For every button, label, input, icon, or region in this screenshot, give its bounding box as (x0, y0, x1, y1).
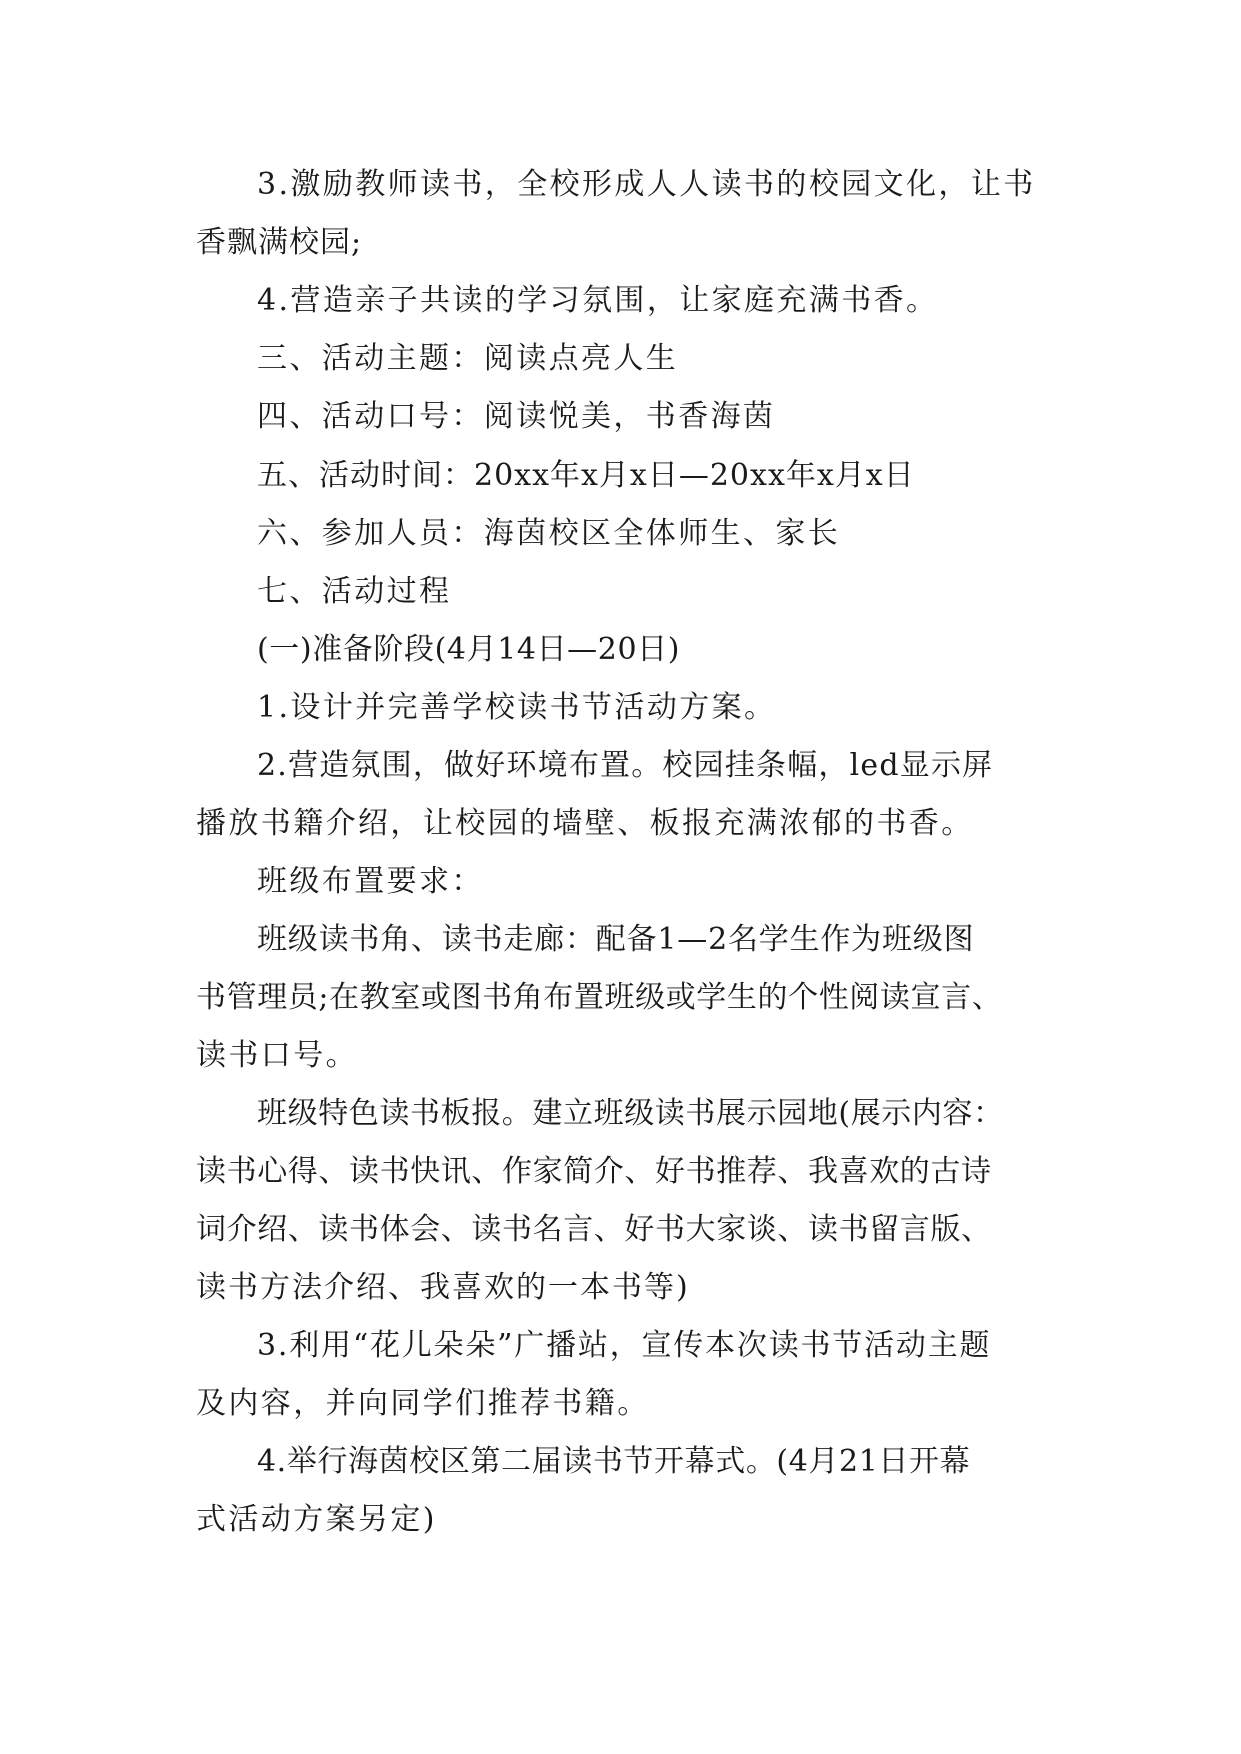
text-line: 4.举行海茵校区第二届读书节开幕式。(4月21日开幕 (257, 1444, 971, 1479)
text-line: 4.营造亲子共读的学习氛围，让家庭充满书香。 (257, 283, 939, 318)
section-heading: 七、活动过程 (257, 574, 452, 609)
text-line: 班级读书角、读书走廊：配备1—2名学生作为班级图 (257, 922, 975, 957)
section-heading: 五、活动时间：20xx年x月x日—20xx年x月x日 (257, 458, 915, 493)
text-line: 2.营造氛围，做好环境布置。校园挂条幅，led显示屏 (257, 748, 994, 783)
section-heading: 三、活动主题：阅读点亮人生 (257, 341, 679, 376)
text-line: 读书心得、读书快讯、作家简介、好书推荐、我喜欢的古诗 (196, 1154, 992, 1189)
text-line: 3.激励教师读书，全校形成人人读书的校园文化，让书 (257, 167, 1036, 202)
text-line: 词介绍、读书体会、读书名言、好书大家谈、读书留言版、 (196, 1212, 992, 1247)
text-line: 1.设计并完善学校读书节活动方案。 (257, 690, 777, 725)
text-line: 读书方法介绍、我喜欢的一本书等) (196, 1270, 690, 1305)
text-line: 播放书籍介绍，让校园的墙壁、板报充满浓郁的书香。 (196, 806, 974, 841)
text-line: 及内容，并向同学们推荐书籍。 (196, 1386, 650, 1421)
text-line: 3.利用“花儿朵朵”广播站，宣传本次读书节活动主题 (257, 1328, 992, 1363)
section-heading: 四、活动口号：阅读悦美，书香海茵 (257, 399, 776, 434)
text-line: 读书口号。 (196, 1038, 358, 1073)
text-line: 班级特色读书板报。建立班级读书展示园地(展示内容： (257, 1096, 1004, 1131)
text-line: 班级布置要求： (257, 864, 484, 899)
text-line: 书管理员;在教室或图书角布置班级或学生的个性阅读宣言、 (196, 980, 1003, 1015)
section-heading: 六、参加人员：海茵校区全体师生、家长 (257, 516, 841, 551)
subsection-heading: (一)准备阶段(4月14日—20日) (257, 632, 681, 667)
text-line: 香飘满校园; (196, 225, 363, 260)
text-line: 式活动方案另定) (196, 1502, 437, 1537)
